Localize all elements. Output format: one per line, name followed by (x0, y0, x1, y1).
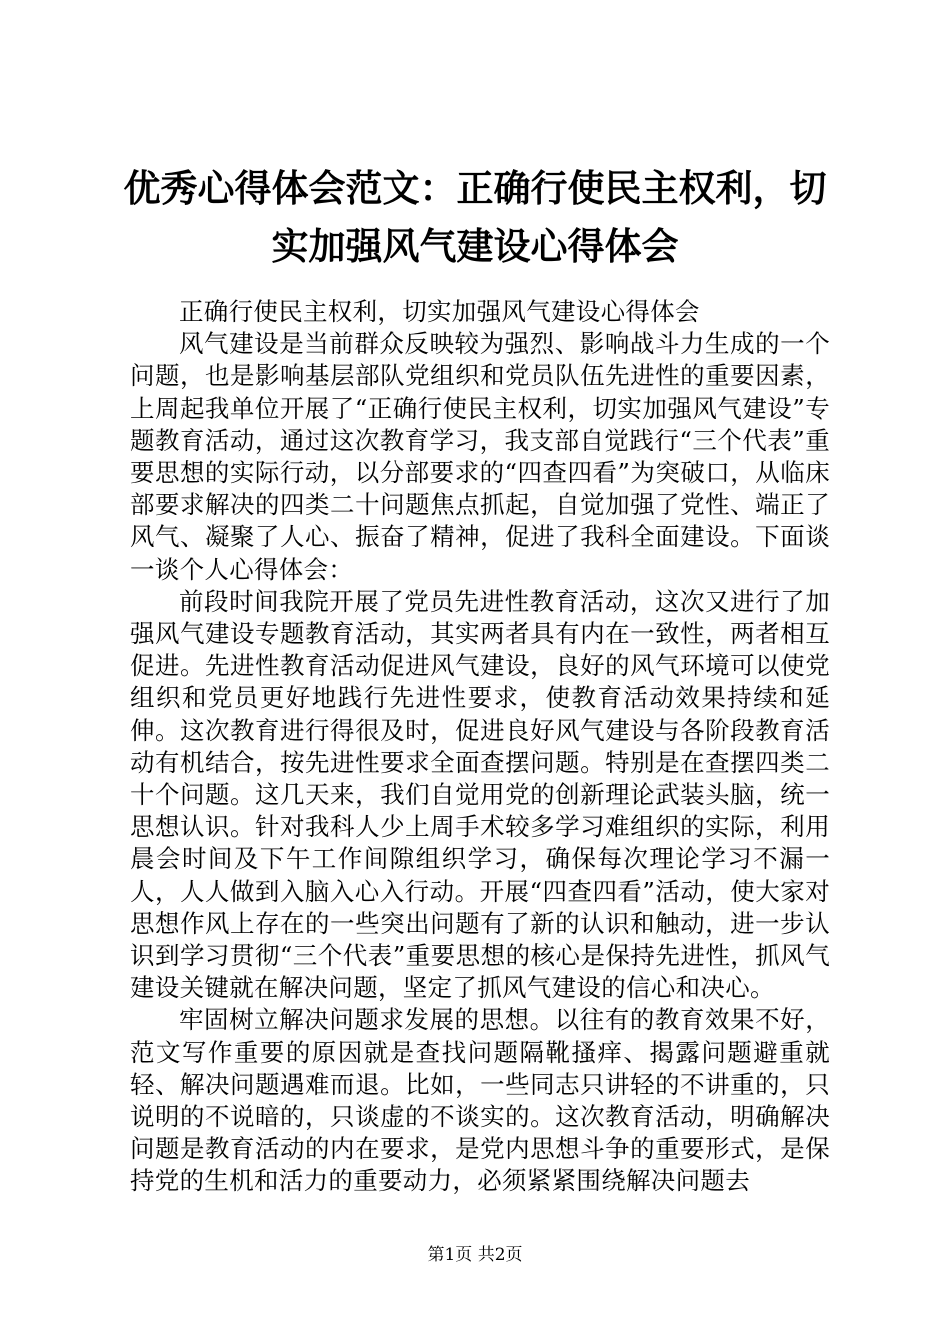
body-paragraph: 风气建设是当前群众反映较为强烈、影响战斗力生成的一个问题，也是影响基层部队党组织和党员队伍先进性的重要因素，上周起我单位开展了“正确行使民主权利，切实加强风气建设”专题教育活动，通过这次教育学习，我支部自觉践行“三个代表”重要思想的实际行动，以分部要求的“四查四看”为突破口，从临床部要求解决的四类二十问题焦点抓起，自觉加强了党性、端正了风气、凝聚了人心、振奋了精神，促进了我科全面建设。下面谈一谈个人心得体会： (130, 329, 830, 584)
document-title: 优秀心得体会范文：正确行使民主权利，切实加强风气建设心得体会 (123, 167, 827, 268)
body-paragraph: 前段时间我院开展了党员先进性教育活动，这次又进行了加强风气建设专题教育活动，其实两者具有内在一致性，两者相互促进。先进性教育活动促进风气建设，良好的风气环境可以使党组织和党员更好地践行先进性要求，使教育活动效果持续和延伸。这次教育进行得很及时，促进良好风气建设与各阶段教育活动有机结合，按先进性要求全面查摆问题。特别是在查摆四类二十个问题。这几天来，我们自觉用党的创新理论武装头脑，统一思想认识。针对我科人少上周手术较多学习难组织的实际，利用晨会时间及下午工作间隙组织学习，确保每次理论学习不漏一人，人人做到入脑入心入行动。开展“四查四看”活动，使大家对思想作风上存在的一些突出问题有了新的认识和触动，进一步认识到学习贯彻“三个代表”重要思想的核心是保持先进性，抓风气建设关键就在解决问题，坚定了抓风气建设的信心和决心。 (130, 586, 830, 1003)
subtitle-paragraph: 正确行使民主权利，切实加强风气建设心得体会 (179, 297, 700, 326)
document-body (130, 296, 830, 1198)
page-footer: 第1页 共2页 (427, 1245, 523, 1265)
body-paragraph: 牢固树立解决问题求发展的思想。以往有的教育效果不好，范文写作重要的原因就是查找问题隔靴搔痒、揭露问题避重就轻、解决问题遇难而退。比如，一些同志只讲轻的不讲重的，只说明的不说暗的，只谈虚的不谈实的。这次教育活动，明确解决问题是教育活动的内在要求，是党内思想斗争的重要形式，是保持党的生机和活力的重要动力，必须紧紧围绕解决问题去 (130, 1005, 830, 1196)
